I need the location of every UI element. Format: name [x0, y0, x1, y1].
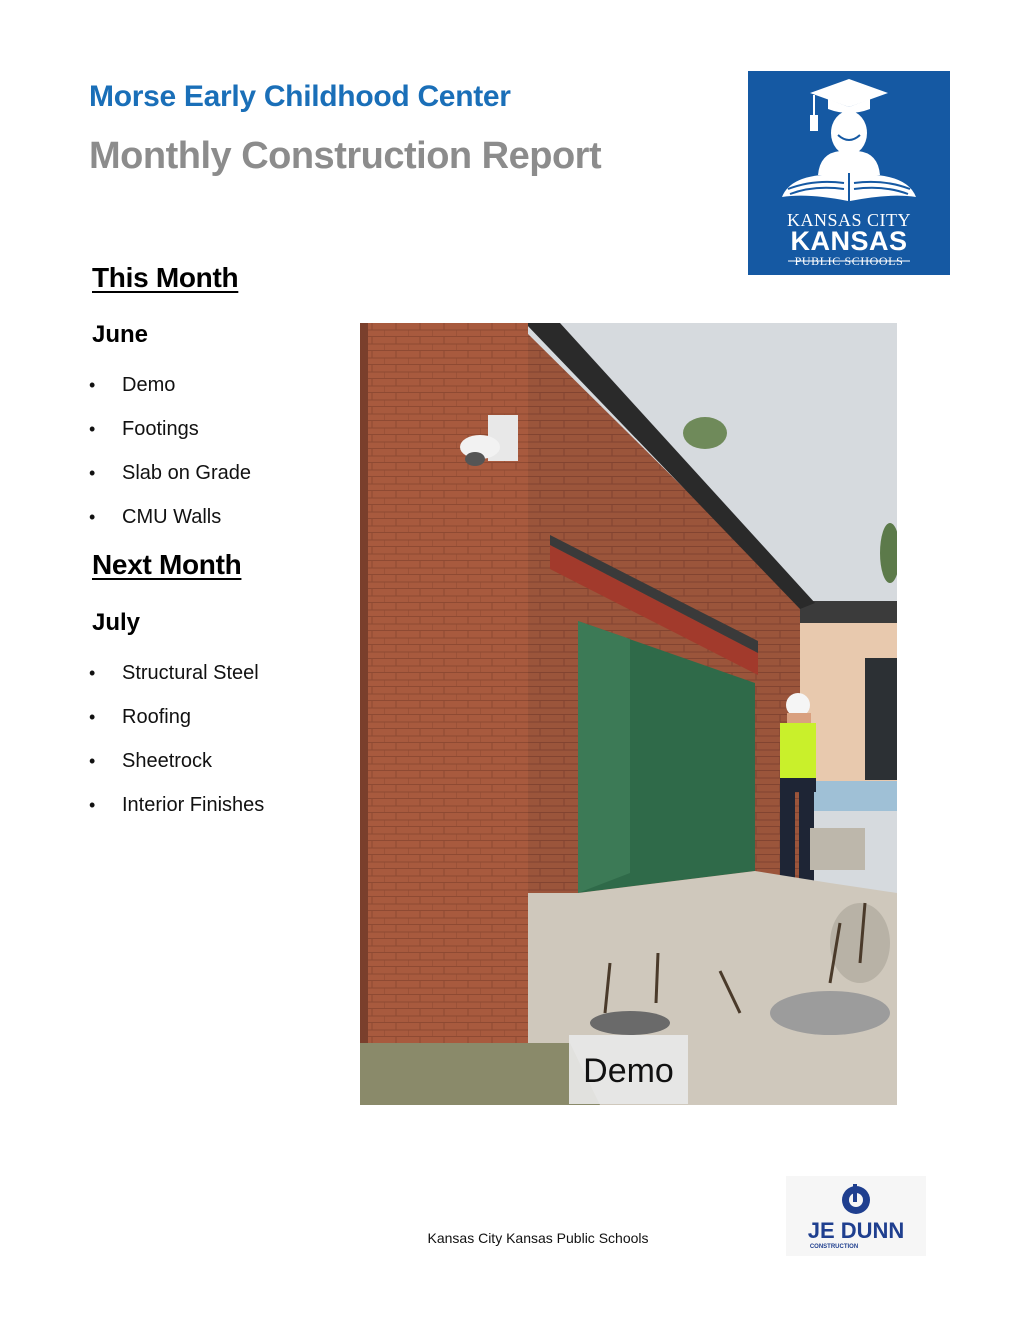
next-month-heading: Next Month: [92, 549, 242, 580]
school-name: Morse Early Childhood Center: [89, 80, 511, 113]
contractor-name: JE DUNN: [807, 1218, 905, 1243]
this-month-name: June: [92, 321, 149, 348]
contractor-logo: [786, 1176, 926, 1256]
logo-line-city: KANSAS CITY: [786, 210, 911, 230]
report-title: Monthly Construction Report: [89, 135, 602, 177]
list-item: • Structural Steel: [89, 660, 264, 704]
construction-site-illustration: [360, 323, 897, 1105]
list-item: • Footings: [89, 416, 251, 460]
list-item: • Roofing: [89, 704, 264, 748]
footer-text: Kansas City Kansas Public Schools: [427, 1230, 649, 1246]
je-dunn-logo-icon: [786, 1176, 926, 1256]
photo-caption: Demo: [569, 1035, 688, 1104]
logo-line-schools: PUBLIC SCHOOLS: [794, 254, 904, 268]
list-item: • Slab on Grade: [89, 460, 251, 504]
list-item: • Demo: [89, 372, 251, 416]
this-month-heading: This Month: [92, 262, 239, 293]
contractor-sub: CONSTRUCTION: [809, 1244, 859, 1250]
logo-line-state: KANSAS: [790, 226, 908, 256]
construction-photo: [360, 323, 897, 1105]
next-month-name: July: [92, 609, 141, 636]
district-logo: [748, 71, 950, 275]
next-month-list: [89, 660, 264, 836]
this-month-list: [89, 372, 251, 548]
list-item: • CMU Walls: [89, 504, 251, 548]
list-item: • Interior Finishes: [89, 792, 264, 836]
list-item: • Sheetrock: [89, 748, 264, 792]
